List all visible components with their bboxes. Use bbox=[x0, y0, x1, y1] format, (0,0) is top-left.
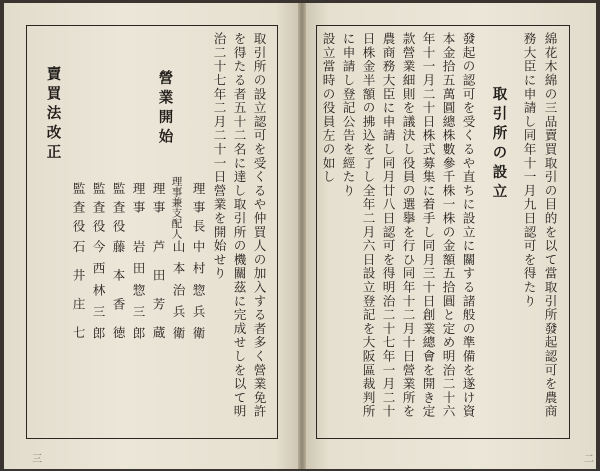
page-number: 二 bbox=[584, 454, 594, 465]
section-heading-revision: 賣買法改正 bbox=[44, 66, 62, 164]
body-text-line: 綿花木綿の三品賣買取引の目的を以て當取引所發起認可を農商 bbox=[542, 32, 558, 419]
body-text-line: 務大臣に申請し同年十一月九日認可を得たり bbox=[521, 32, 537, 308]
section-heading-opening: 營業開始 bbox=[156, 70, 174, 148]
officer-title: 理事 bbox=[150, 182, 166, 220]
left-page-border bbox=[26, 25, 278, 439]
right-page-border bbox=[316, 25, 570, 439]
body-text-line: 農商務大臣に申請し同月廿八日認可を得明治二十七年一月二十 bbox=[380, 32, 396, 419]
officer-title: 理事兼支配人 bbox=[170, 176, 183, 239]
body-text-line: 日株金半額の拂込を了し全年二月六日設立登記を大阪區裁判所 bbox=[360, 32, 376, 419]
body-text-line: に申請し登記公告を經たり bbox=[340, 32, 356, 198]
book-gutter bbox=[298, 3, 306, 469]
page-number: 三 bbox=[32, 454, 42, 465]
officer-title: 監査役 bbox=[90, 182, 106, 238]
body-text-line: 年十一月二十日株式募集に着手し同月三十日創業總會を開き定 bbox=[420, 32, 436, 419]
body-text-line: を得たる者五十二名に達し取引所の機關茲に完成せしを以て明 bbox=[231, 32, 247, 419]
officer-title: 監査役 bbox=[70, 182, 86, 238]
right-page bbox=[306, 3, 596, 469]
officer-title: 監査役 bbox=[110, 182, 126, 238]
body-text-line: 設立當時の役員左の如し bbox=[320, 32, 336, 184]
officer-title: 理事長 bbox=[190, 182, 206, 238]
officer-name: 山本治兵衛 bbox=[170, 240, 186, 348]
section-heading-founding: 取引所の設立 bbox=[490, 86, 508, 203]
officer-name: 中村惣兵衛 bbox=[190, 240, 206, 348]
left-page bbox=[4, 3, 298, 469]
officer-name: 藤本香徳 bbox=[110, 240, 126, 355]
officer-name: 岩田惣三郎 bbox=[130, 240, 146, 348]
officer-name: 今西林三郎 bbox=[90, 240, 106, 348]
body-text-line: 治二十七年二月二十一日營業を開始せり bbox=[211, 32, 227, 281]
body-text-line: 發起の認可を受くるや直ちに設立に關する諸般の準備を遂け資 bbox=[460, 32, 476, 419]
book-spread bbox=[4, 3, 596, 469]
body-text-line: 款營業細則を議決し役員の選擧を行ひ同年十二月十日營業所を bbox=[400, 32, 416, 419]
body-text-line: 取引所の設立認可を受くるや仲買人の加入する者多く營業免許 bbox=[251, 32, 267, 419]
officer-name: 芦田芳蔵 bbox=[150, 240, 166, 355]
officer-name: 石井庄七 bbox=[70, 240, 86, 355]
officer-title: 理事 bbox=[130, 182, 146, 220]
body-text-line: 本金拾五萬圓總株數參千株一株の金額五拾圓と定め明治二十六 bbox=[440, 32, 456, 419]
